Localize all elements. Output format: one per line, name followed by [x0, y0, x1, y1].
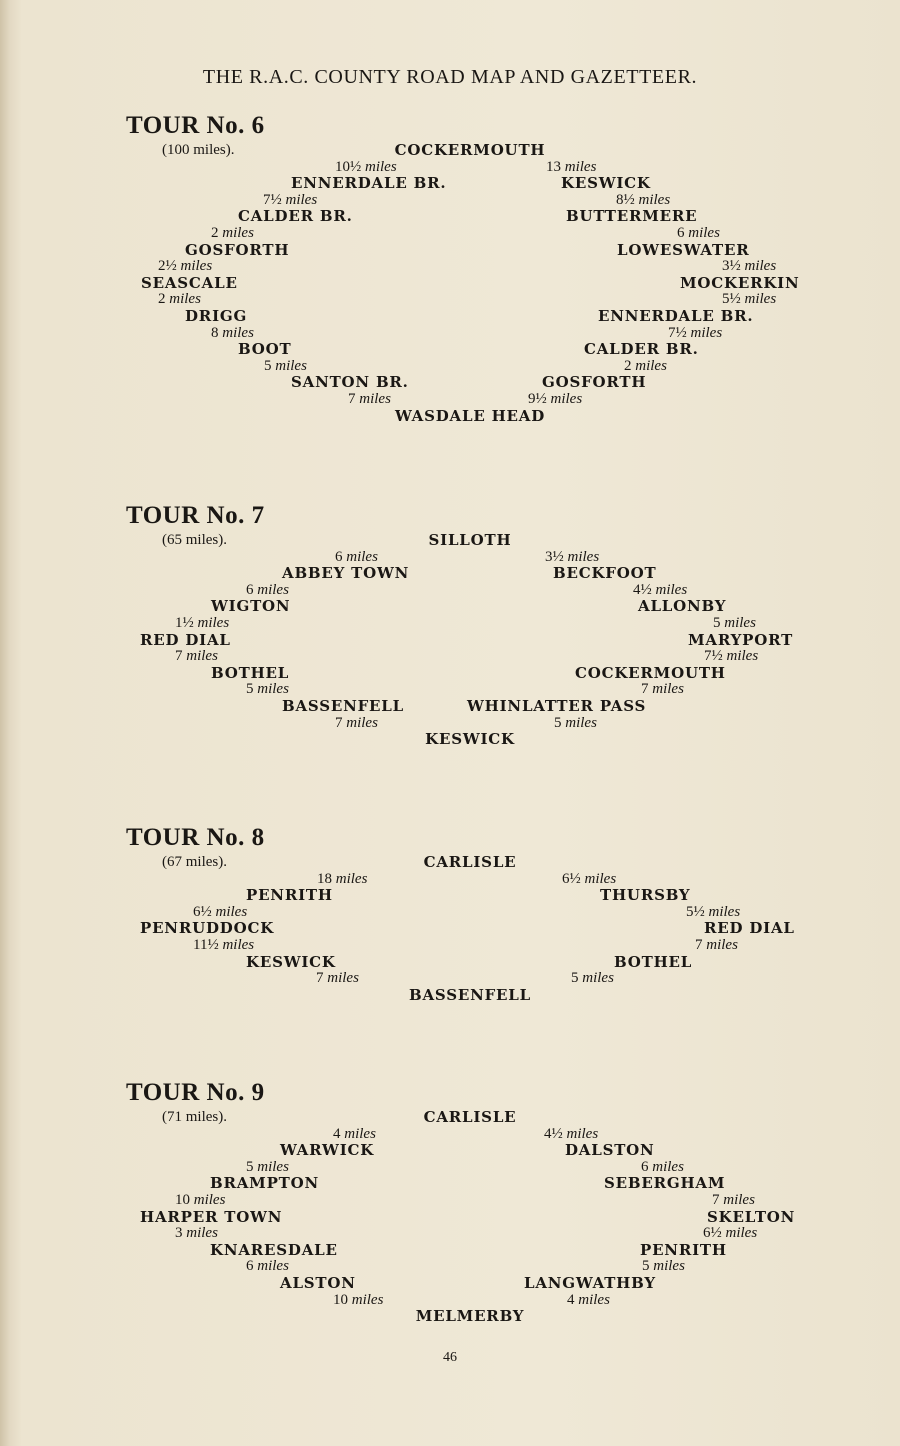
distance-unit: miles: [193, 1192, 226, 1208]
distance-unit: miles: [197, 615, 230, 631]
route-place: PENRITH: [246, 886, 333, 905]
distance-unit: miles: [584, 870, 617, 887]
start-place: COCKERMOUTH: [394, 141, 546, 159]
distance-unit: miles: [550, 391, 583, 407]
distance-unit: miles: [285, 191, 318, 208]
route-place: DRIGG: [185, 307, 248, 325]
tour-title: TOUR No. 8: [126, 824, 265, 851]
distance-unit: miles: [688, 225, 720, 241]
route-place: BOTHEL: [211, 663, 290, 682]
distance-segment: [335, 715, 378, 732]
distance-number: 3: [175, 1225, 183, 1242]
route-place: MOCKERKIN: [680, 273, 800, 292]
distance-unit: miles: [578, 1291, 610, 1308]
distance-number: 3½: [545, 548, 564, 565]
distance-unit: miles: [655, 581, 688, 598]
tour-total-distance: (67 miles).: [162, 854, 227, 870]
distance-segment: [624, 358, 667, 375]
distance-unit: miles: [327, 970, 359, 987]
route-place: COCKERMOUTH: [575, 663, 726, 682]
distance-unit: miles: [215, 903, 248, 920]
distance-unit: miles: [744, 258, 777, 275]
distance-number: 5½: [722, 291, 741, 308]
start-place: CARLISLE: [423, 853, 517, 871]
distance-unit: miles: [567, 548, 600, 565]
route-place: GOSFORTH: [542, 373, 647, 392]
distance-number: 6½: [703, 1225, 722, 1242]
distance-segment: [158, 291, 201, 308]
distance-number: 5½: [686, 903, 705, 920]
distance-segment: [335, 549, 378, 566]
distance-segment: [641, 1159, 684, 1176]
route-place: ALLONBY: [638, 597, 727, 616]
distance-number: 4: [567, 1291, 575, 1308]
distance-number: 5: [246, 1158, 254, 1175]
distance-number: 2: [624, 357, 632, 374]
distance-unit: miles: [724, 615, 756, 631]
route-place: MARYPORT: [688, 630, 794, 649]
distance-segment: [211, 325, 254, 342]
distance-number: 7: [641, 681, 649, 698]
route-place: ENNERDALE BR.: [598, 307, 754, 325]
distance-number: 10: [333, 1291, 348, 1308]
distance-segment: [686, 904, 740, 921]
end-place: MELMERBY: [415, 1307, 525, 1326]
distance-number: 7: [175, 648, 183, 665]
distance-segment: [333, 1126, 376, 1143]
distance-segment: [317, 871, 367, 888]
route-place: PENRITH: [640, 1240, 727, 1259]
route-place: GOSFORTH: [185, 240, 290, 259]
distance-unit: miles: [690, 324, 723, 341]
distance-segment: [722, 258, 776, 275]
distance-number: 11½: [193, 937, 219, 953]
route-place: ALSTON: [280, 1274, 356, 1292]
distance-unit: miles: [564, 158, 597, 175]
distance-segment: [528, 391, 582, 408]
route-place: WIGTON: [211, 597, 291, 616]
distance-segment: [211, 225, 254, 242]
distance-unit: miles: [652, 681, 684, 698]
distance-unit: miles: [257, 1158, 289, 1175]
distance-unit: miles: [275, 357, 307, 374]
distance-number: 7: [712, 1192, 720, 1208]
route-place: BOOT: [238, 340, 292, 359]
distance-segment: [333, 1292, 383, 1309]
distance-number: 5: [264, 357, 272, 374]
distance-unit: miles: [744, 291, 777, 308]
route-place: LOWESWATER: [617, 240, 750, 259]
route-place: SEBERGHAM: [604, 1174, 726, 1193]
distance-unit: miles: [638, 191, 671, 208]
distance-unit: miles: [344, 1125, 376, 1142]
distance-number: 5: [246, 681, 254, 698]
route-place: RED DIAL: [704, 919, 795, 938]
distance-number: 4½: [544, 1125, 563, 1142]
distance-number: 6: [641, 1158, 649, 1175]
route-place: SEASCALE: [141, 273, 238, 292]
distance-segment: [704, 648, 758, 665]
distance-number: 5: [642, 1258, 650, 1275]
tour-total-distance: (65 miles).: [162, 532, 227, 548]
distance-unit: miles: [346, 714, 378, 731]
route-place: KESWICK: [561, 174, 651, 193]
distance-unit: miles: [346, 548, 378, 565]
distance-segment: [633, 582, 687, 599]
distance-unit: miles: [222, 937, 255, 953]
distance-segment: [175, 615, 229, 632]
distance-unit: miles: [365, 158, 397, 175]
distance-number: 6: [246, 1258, 254, 1275]
distance-segment: [546, 159, 596, 176]
distance-number: 13: [546, 158, 561, 175]
distance-segment: [554, 715, 597, 732]
distance-number: 10½: [335, 158, 362, 175]
tour-title: TOUR No. 9: [126, 1079, 265, 1106]
distance-segment: [616, 192, 670, 209]
start-place: CARLISLE: [423, 1108, 517, 1126]
distance-segment: [246, 582, 289, 599]
route-place: THURSBY: [600, 886, 691, 905]
distance-number: 8½: [616, 191, 635, 208]
distance-segment: [677, 225, 720, 242]
distance-segment: [175, 1225, 218, 1242]
distance-segment: [545, 549, 599, 566]
distance-unit: miles: [257, 1258, 289, 1275]
distance-segment: [668, 325, 722, 342]
distance-number: 9½: [528, 391, 547, 407]
tour-total-distance: (100 miles).: [162, 142, 235, 158]
distance-segment: [175, 1192, 225, 1209]
distance-segment: [246, 681, 289, 698]
distance-number: 18: [317, 870, 332, 887]
tour-total-distance: (71 miles).: [162, 1109, 227, 1125]
distance-number: 6: [677, 225, 685, 241]
distance-unit: miles: [566, 1125, 599, 1142]
distance-segment: [348, 391, 391, 408]
distance-segment: [712, 1192, 755, 1209]
distance-number: 5: [713, 615, 721, 631]
distance-segment: [263, 192, 317, 209]
tour-title: TOUR No. 7: [126, 502, 265, 529]
route-place: PENRUDDOCK: [140, 919, 275, 938]
distance-segment: [562, 871, 616, 888]
route-place: CALDER BR.: [238, 207, 353, 226]
route-place: DALSTON: [565, 1141, 655, 1160]
end-place: BASSENFELL: [409, 985, 531, 1004]
distance-number: 7½: [704, 648, 723, 665]
distance-number: 5: [554, 714, 562, 731]
route-place: KESWICK: [246, 952, 336, 971]
distance-number: 7: [335, 714, 343, 731]
tour-title: TOUR No. 6: [126, 112, 265, 139]
distance-unit: miles: [653, 1258, 685, 1275]
distance-segment: [695, 937, 738, 954]
distance-segment: [158, 258, 212, 275]
distance-number: 10: [175, 1192, 190, 1208]
distance-segment: [641, 681, 684, 698]
route-place: WHINLATTER PASS: [467, 697, 647, 715]
running-header: THE R.A.C. COUNTY ROAD MAP AND GAZETTEER.: [202, 66, 698, 88]
route-place: ENNERDALE BR.: [291, 174, 447, 193]
distance-segment: [567, 1292, 610, 1309]
distance-number: 6: [246, 581, 254, 598]
distance-unit: miles: [359, 391, 391, 407]
distance-unit: miles: [257, 581, 289, 598]
distance-segment: [193, 937, 254, 954]
route-place: WARWICK: [280, 1141, 375, 1160]
distance-unit: miles: [186, 1225, 218, 1242]
distance-segment: [571, 970, 614, 987]
distance-segment: [642, 1258, 685, 1275]
distance-segment: [193, 904, 247, 921]
route-place: BRAMPTON: [210, 1174, 320, 1193]
distance-number: 8: [211, 324, 219, 341]
distance-number: 2: [211, 225, 219, 241]
route-place: BOTHEL: [614, 952, 693, 971]
distance-segment: [316, 970, 359, 987]
distance-unit: miles: [635, 357, 667, 374]
start-place: SILLOTH: [428, 531, 512, 549]
distance-unit: miles: [335, 870, 368, 887]
distance-number: 7: [348, 391, 356, 407]
route-place: RED DIAL: [140, 630, 231, 649]
route-place: LANGWATHBY: [524, 1274, 656, 1292]
distance-number: 6½: [193, 903, 212, 920]
distance-number: 2½: [158, 258, 177, 275]
distance-unit: miles: [582, 970, 614, 987]
distance-number: 7½: [263, 191, 282, 208]
route-place: SKELTON: [707, 1207, 796, 1226]
distance-number: 7½: [668, 324, 687, 341]
distance-unit: miles: [723, 1192, 755, 1208]
end-place: WASDALE HEAD: [394, 406, 546, 425]
distance-number: 4½: [633, 581, 652, 598]
distance-segment: [246, 1159, 289, 1176]
distance-number: 7: [316, 970, 324, 987]
distance-segment: [335, 159, 397, 176]
distance-unit: miles: [222, 324, 254, 341]
route-place: KNARESDALE: [210, 1240, 338, 1259]
route-place: SANTON BR.: [291, 373, 409, 392]
route-place: BUTTERMERE: [566, 207, 698, 226]
distance-segment: [713, 615, 756, 632]
distance-number: 1½: [175, 615, 194, 631]
distance-number: 4: [333, 1125, 341, 1142]
distance-segment: [246, 1258, 289, 1275]
distance-unit: miles: [257, 681, 289, 698]
distance-unit: miles: [222, 225, 254, 241]
distance-segment: [703, 1225, 757, 1242]
distance-number: 2: [158, 291, 166, 308]
distance-segment: [175, 648, 218, 665]
distance-unit: miles: [652, 1158, 684, 1175]
distance-segment: [722, 291, 776, 308]
route-place: BECKFOOT: [553, 564, 657, 583]
distance-unit: miles: [186, 648, 218, 665]
distance-segment: [264, 358, 307, 375]
distance-number: 3½: [722, 258, 741, 275]
route-place: BASSENFELL: [282, 697, 404, 715]
distance-unit: miles: [169, 291, 201, 308]
distance-unit: miles: [706, 937, 738, 953]
page-number: 46: [443, 1350, 457, 1365]
distance-number: 6½: [562, 870, 581, 887]
distance-unit: miles: [708, 903, 741, 920]
distance-unit: miles: [565, 714, 597, 731]
route-place: HARPER TOWN: [140, 1207, 283, 1226]
distance-number: 7: [695, 937, 703, 953]
route-place: CALDER BR.: [584, 340, 699, 359]
distance-number: 6: [335, 548, 343, 565]
distance-unit: miles: [725, 1225, 758, 1242]
distance-segment: [544, 1126, 598, 1143]
distance-unit: miles: [180, 258, 213, 275]
distance-number: 5: [571, 970, 579, 987]
end-place: KESWICK: [425, 730, 515, 749]
route-place: ABBEY TOWN: [282, 564, 410, 583]
distance-unit: miles: [351, 1291, 384, 1308]
distance-unit: miles: [726, 648, 759, 665]
